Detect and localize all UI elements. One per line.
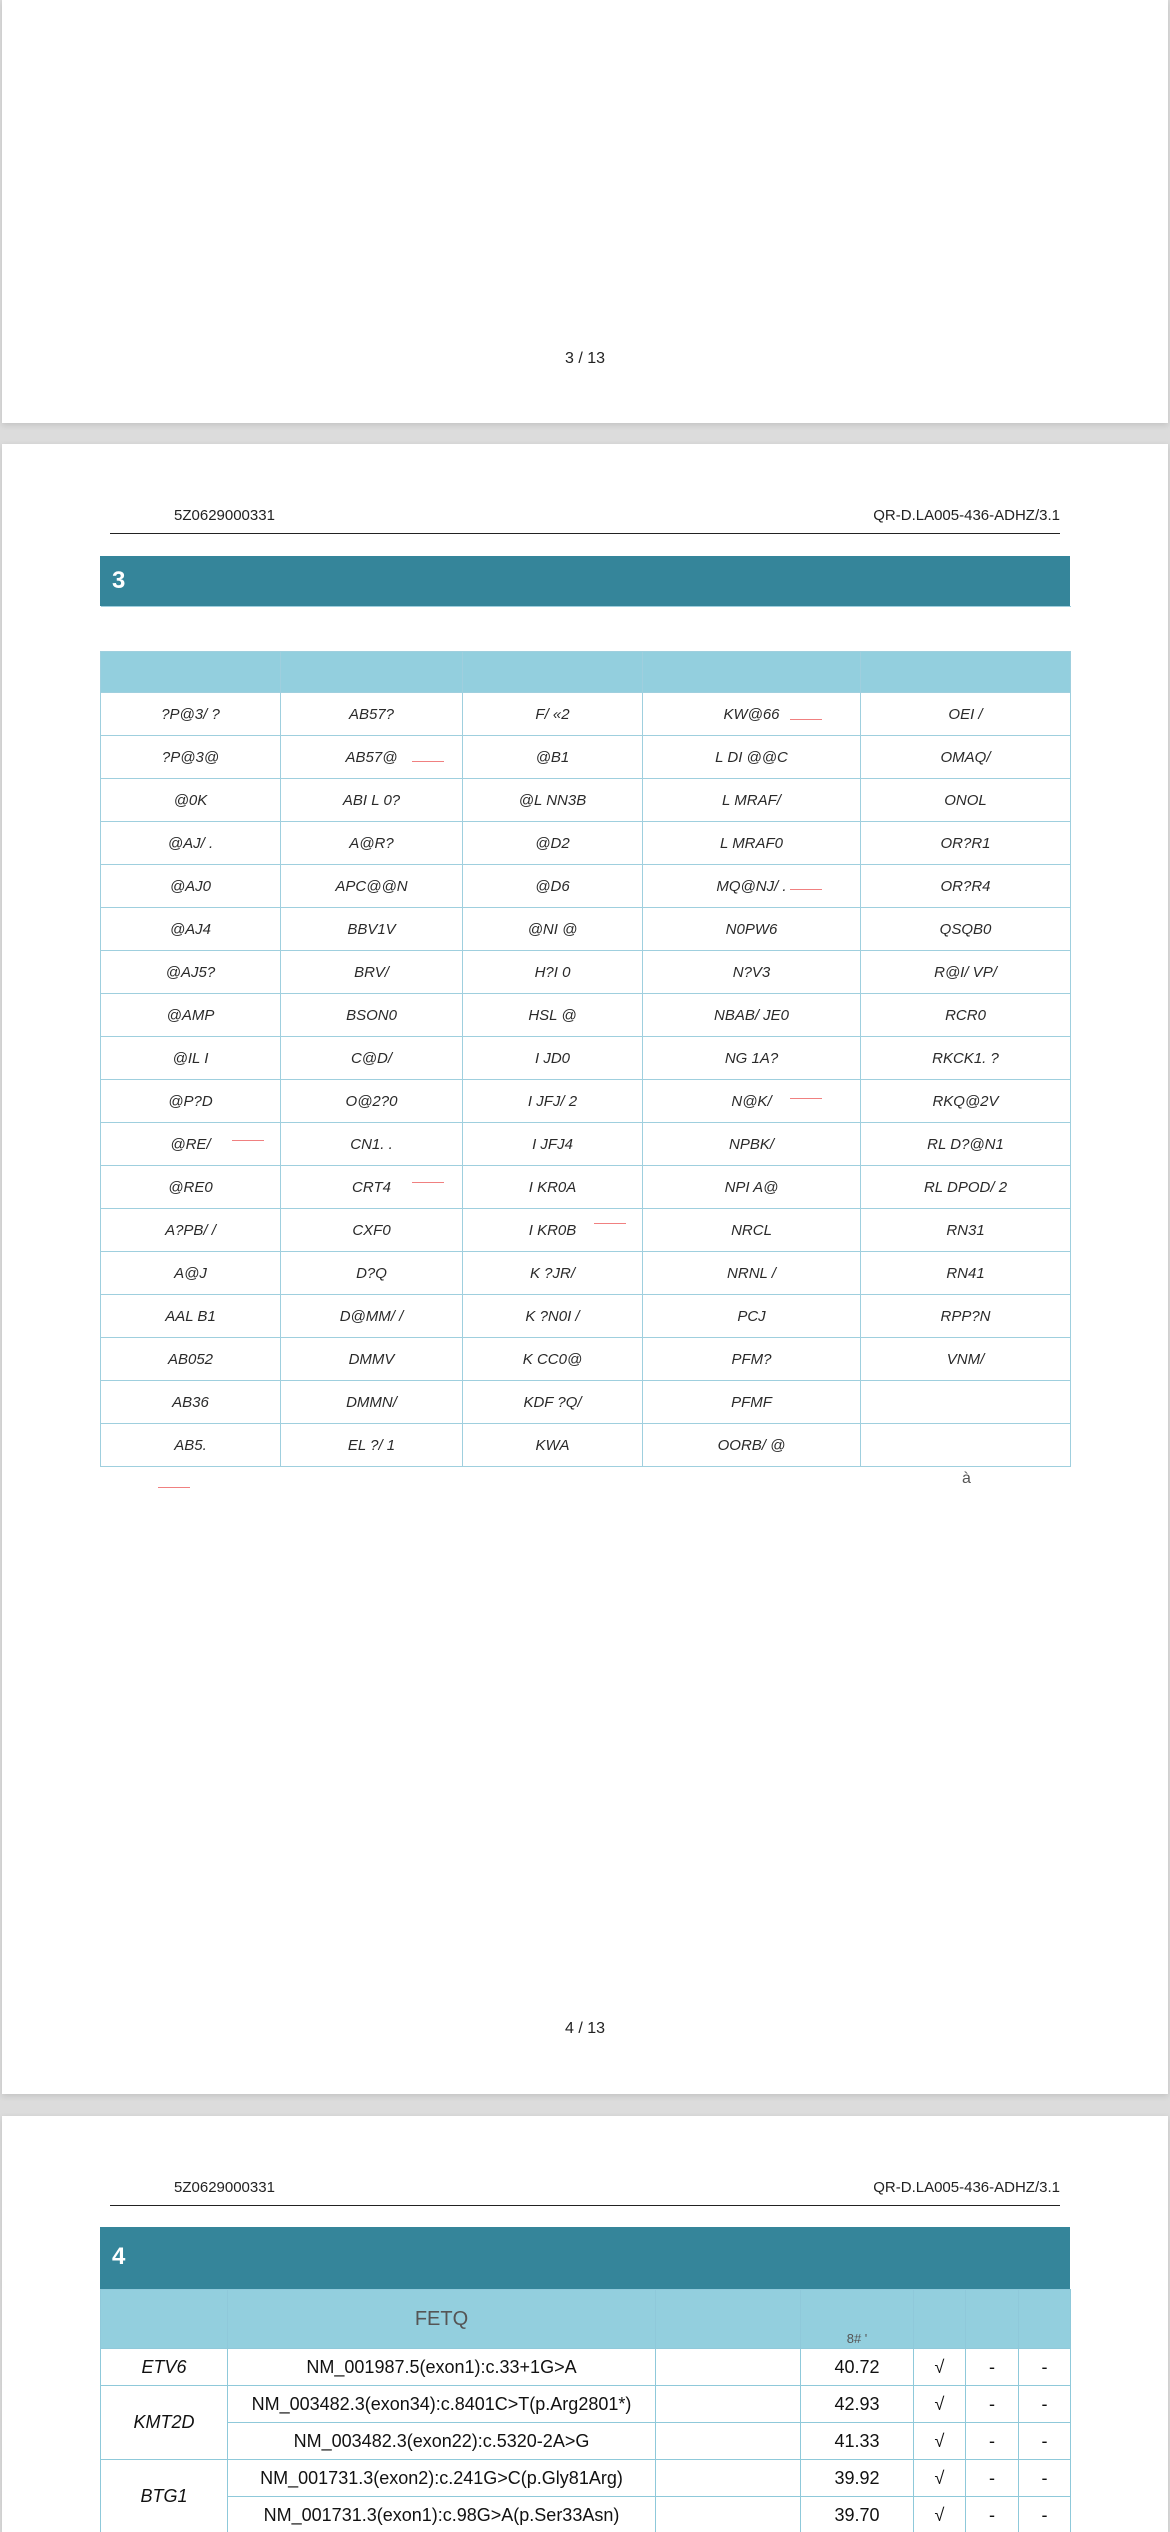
gene-row [101,736,1071,779]
empty-cell [656,2497,801,2532]
header-cell [914,2290,966,2349]
section-bar [100,2227,1070,2289]
page-number: 3 / 13 [564,350,606,367]
gene-row [101,865,1071,908]
gene-cell: I JFJ4 [463,1123,643,1166]
gene-cell: A?PB/ / [101,1209,281,1252]
gene-cell: @NI @ [463,908,643,951]
gene-cell: KW@66 [643,693,861,736]
gene-cell: AAL B1 [101,1295,281,1338]
gene-cell: KMT2D [101,2386,228,2460]
header-frequency-cell: 8# ' [801,2290,914,2349]
gene-cell: D?Q [281,1252,463,1295]
variant-cell: NM_001731.3(exon2):c.241G>C(p.Gly81Arg) [228,2460,656,2497]
gene-grid [100,606,1071,1467]
header-cell [966,2290,1019,2349]
page-3 [2,0,1168,423]
page-4 [2,444,1168,2094]
gene-cell: @D6 [463,865,643,908]
gene-cell: BTG1 [101,2460,228,2532]
table-row [101,2460,1071,2497]
gene-cell: I JFJ/ 2 [463,1080,643,1123]
dash-cell: - [1019,2349,1071,2386]
gene-cell: L MRAF/ [643,779,861,822]
gene-row [101,1166,1071,1209]
gene-cell: @IL I [101,1037,281,1080]
gene-cell: ONOL [861,779,1071,822]
header-cell [1019,2290,1071,2349]
dash-cell: - [966,2349,1019,2386]
dash-cell: - [1019,2386,1071,2423]
red-underline-mark [790,719,822,720]
gene-cell: CRT4 [281,1166,463,1209]
gene-cell: OORB/ @ [643,1424,861,1467]
section-bar [100,556,1070,606]
gene-cell: @AJ4 [101,908,281,951]
gene-cell: AB052 [101,1338,281,1381]
gene-cell: @AJ/ . [101,822,281,865]
gene-cell: RN31 [861,1209,1071,1252]
gene-cell: DMMN/ [281,1381,463,1424]
gene-cell: NBAB/ JE0 [643,994,861,1037]
header-gene-cell [101,2290,228,2349]
gene-cell: @AMP [101,994,281,1037]
gene-cell: NPI A@ [643,1166,861,1209]
gene-cell: @D2 [463,822,643,865]
table-row [101,2423,1071,2460]
frequency-cell: 39.70 [801,2497,914,2532]
check-cell: √ [914,2386,966,2423]
gene-cell: @RE0 [101,1166,281,1209]
gene-cell: ?P@3@ [101,736,281,779]
gene-row [101,994,1071,1037]
gene-cell: @P?D [101,1080,281,1123]
gene-cell: C@D/ [281,1037,463,1080]
gene-cell: CN1. . [281,1123,463,1166]
gene-cell: I KR0A [463,1166,643,1209]
header-rule [110,2205,1060,2206]
gene-cell: N?V3 [643,951,861,994]
gene-cell: AB5. [101,1424,281,1467]
gene-cell: RKCK1. ? [861,1037,1071,1080]
red-underline-mark [232,1140,264,1141]
gene-cell: N0PW6 [643,908,861,951]
gene-row [101,1080,1071,1123]
gene-cell: L MRAF0 [643,822,861,865]
gene-cell: NG 1A? [643,1037,861,1080]
gene-cell: BBV1V [281,908,463,951]
table-row [101,2497,1071,2532]
header-variant-cell: FETQ [228,2290,656,2349]
gene-cell: PFM? [643,1338,861,1381]
gene-cell: @B1 [463,736,643,779]
variant-cell: NM_001987.5(exon1):c.33+1G>A [228,2349,656,2386]
gene-cell: OR?R1 [861,822,1071,865]
check-cell: √ [914,2349,966,2386]
gene-cell: @AJ0 [101,865,281,908]
gene-cell: K CC0@ [463,1338,643,1381]
gene-cell: A@R? [281,822,463,865]
gene-cell: KWA [463,1424,643,1467]
gene-cell: O@2?0 [281,1080,463,1123]
gene-cell: VNM/ [861,1338,1071,1381]
gene-cell: ABI L 0? [281,779,463,822]
gene-row [101,1424,1071,1467]
dash-cell: - [966,2460,1019,2497]
gene-cell: D@MM/ / [281,1295,463,1338]
gene-row [101,1037,1071,1080]
report-id: 5Z0629000331 [174,2179,275,2196]
gene-cell: OMAQ/ [861,736,1071,779]
gene-cell: OR?R4 [861,865,1071,908]
gene-cell: K ?N0I / [463,1295,643,1338]
gene-cell: DMMV [281,1338,463,1381]
dash-cell: - [966,2497,1019,2532]
red-underline-mark [790,889,822,890]
page-5 [2,2116,1168,2532]
gene-cell: BSON0 [281,994,463,1037]
gene-cell: L DI @@C [643,736,861,779]
gene-cell: F/ «2 [463,693,643,736]
gene-cell: AB36 [101,1381,281,1424]
empty-cell [656,2460,801,2497]
footnote-mark: à [962,1470,971,1487]
gene-cell: MQ@NJ/ . [643,865,861,908]
gene-row [101,1381,1071,1424]
gene-cell: OEI / [861,693,1071,736]
dash-cell: - [1019,2423,1071,2460]
gene-cell: NRNL / [643,1252,861,1295]
table-row [101,2349,1071,2386]
gene-cell: RPP?N [861,1295,1071,1338]
dash-cell: - [1019,2460,1071,2497]
gene-cell: @0K [101,779,281,822]
gene-cell: A@J [101,1252,281,1295]
gene-cell: H?I 0 [463,951,643,994]
variant-table [100,2289,1071,2532]
document-code: QR-D.LA005-436-ADHZ/3.1 [873,507,1060,524]
gene-cell: APC@@N [281,865,463,908]
gene-cell: @L NN3B [463,779,643,822]
gene-cell: RL DPOD/ 2 [861,1166,1071,1209]
gene-cell: EL ?/ 1 [281,1424,463,1467]
gene-cell: K ?JR/ [463,1252,643,1295]
gene-cell: I KR0B [463,1209,643,1252]
empty-cell [656,2349,801,2386]
gene-cell: HSL @ [463,994,643,1037]
gene-cell: I JD0 [463,1037,643,1080]
gene-cell: PFMF [643,1381,861,1424]
variant-cell: NM_003482.3(exon22):c.5320-2A>G [228,2423,656,2460]
variant-cell: NM_003482.3(exon34):c.8401C>T(p.Arg2801*) [228,2386,656,2423]
gene-cell: PCJ [643,1295,861,1338]
red-underline-mark [412,1182,444,1183]
gene-cell: NPBK/ [643,1123,861,1166]
gene-cell: RKQ@2V [861,1080,1071,1123]
gene-cell: ?P@3/ ? [101,693,281,736]
gene-cell [861,1381,1071,1424]
gene-cell: KDF ?Q/ [463,1381,643,1424]
gene-row [101,1295,1071,1338]
check-cell: √ [914,2423,966,2460]
report-id: 5Z0629000331 [174,507,275,524]
dash-cell: - [966,2423,1019,2460]
gene-cell: BRV/ [281,951,463,994]
header-empty-cell [656,2290,801,2349]
dash-cell: - [1019,2497,1071,2532]
gene-cell: ETV6 [101,2349,228,2386]
check-cell: √ [914,2460,966,2497]
gene-cell: R@I/ VP/ [861,951,1071,994]
gene-row [101,951,1071,994]
gene-cell: RN41 [861,1252,1071,1295]
frequency-cell: 42.93 [801,2386,914,2423]
header-rule [110,533,1060,534]
page-number: 4 / 13 [564,2020,606,2037]
red-underline-mark [594,1223,626,1224]
gene-cell: CXF0 [281,1209,463,1252]
gene-row [101,693,1071,736]
gene-row [101,1209,1071,1252]
gene-cell: RCR0 [861,994,1071,1037]
gene-row [101,1123,1071,1166]
red-underline-mark [412,761,444,762]
frequency-cell: 39.92 [801,2460,914,2497]
gene-cell: AB57? [281,693,463,736]
gene-cell: NRCL [643,1209,861,1252]
table-header-row [101,2290,1071,2349]
section-number: 3 [112,567,126,594]
gene-row [101,1252,1071,1295]
gene-cell: AB57@ [281,736,463,779]
blank-row [101,607,1071,652]
gene-row [101,822,1071,865]
grid-header-row [101,652,1071,693]
gene-row [101,779,1071,822]
gene-cell: QSQB0 [861,908,1071,951]
gene-cell: @RE/ [101,1123,281,1166]
red-underline-mark [790,1098,822,1099]
gene-cell [861,1424,1071,1467]
dash-cell: - [966,2386,1019,2423]
gene-cell: RL D?@N1 [861,1123,1071,1166]
empty-cell [656,2423,801,2460]
red-underline-mark [158,1487,190,1488]
frequency-cell: 41.33 [801,2423,914,2460]
table-row [101,2386,1071,2423]
gene-row [101,1338,1071,1381]
check-cell: √ [914,2497,966,2532]
empty-cell [656,2386,801,2423]
section-number: 4 [112,2243,126,2270]
gene-cell: @AJ5? [101,951,281,994]
gene-row [101,908,1071,951]
frequency-cell: 40.72 [801,2349,914,2386]
gene-cell: N@K/ [643,1080,861,1123]
document-code: QR-D.LA005-436-ADHZ/3.1 [873,2179,1060,2196]
variant-cell: NM_001731.3(exon1):c.98G>A(p.Ser33Asn) [228,2497,656,2532]
